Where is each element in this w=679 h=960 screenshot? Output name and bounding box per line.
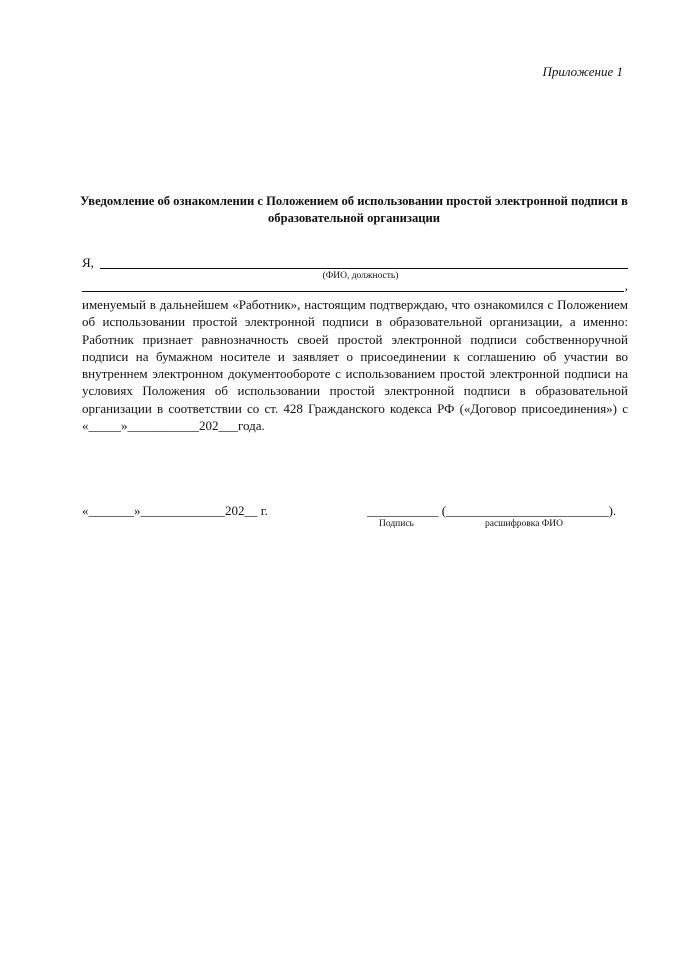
date-line: «_______»_____________202__ г. bbox=[82, 503, 268, 518]
position-underline bbox=[82, 279, 624, 292]
fio-caption: (ФИО, должность) bbox=[322, 271, 399, 281]
notice-body-text: именуемый в дальнейшем «Работник», настоящим подтверждаю, что ознакомился с Положением об использовании простой электронной подписи в образовательной организации, а именно: Работник признает равнозначность своей простой электронной подписи собственноручной подписи на бумажном носителе и заявляет о присоединении к соглашению об участии во внутреннем электронном документообороте с использованием простой электронной подписи на условиях Положения об использовании простой электронной подписи в образовательной организации в соответствии со ст. 428 Гражданского кодекса РФ («Договор присоединения») с «_____»___________202___года. bbox=[82, 297, 628, 434]
signature-line: ___________ (_________________________). bbox=[367, 503, 617, 518]
decode-caption: расшифровка ФИО bbox=[485, 519, 564, 529]
document-title: Уведомление об ознакомлении с Положением об использовании простой электронной подписи в образовательной организации bbox=[80, 194, 628, 225]
line-comma: , bbox=[624, 278, 628, 293]
name-underline bbox=[100, 256, 628, 269]
appendix-label: Приложение 1 bbox=[542, 64, 623, 79]
position-field-row bbox=[82, 278, 628, 294]
name-field-row bbox=[82, 255, 628, 271]
ya-prefix: Я, bbox=[82, 255, 94, 270]
signature-caption: Подпись bbox=[379, 519, 414, 529]
